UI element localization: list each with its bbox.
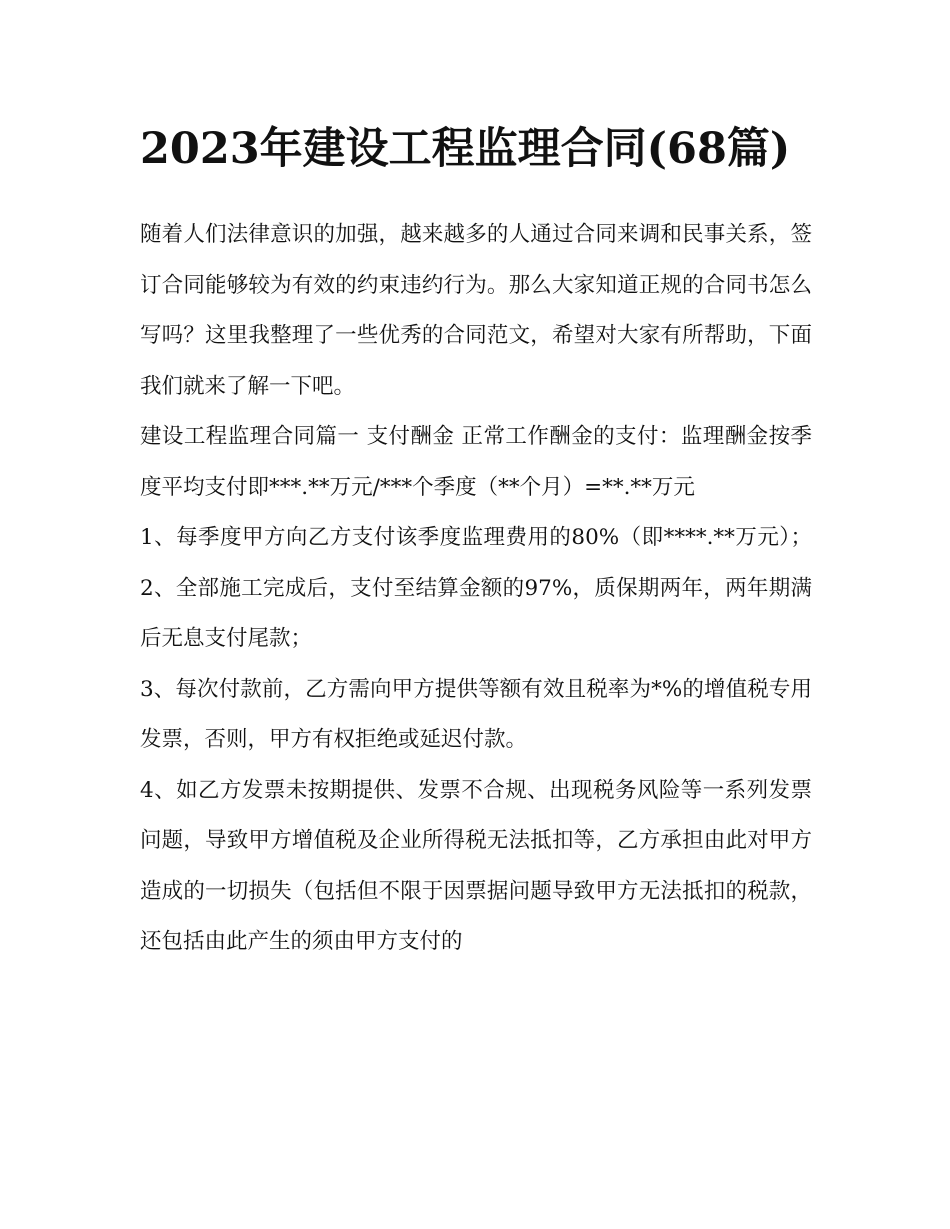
document-page <box>140 112 812 968</box>
clause-4-paragraph: 4、如乙方发票未按期提供、发票不合规、出现税务风险等一系列发票问题，导致甲方增值税及企业所得税无法抵扣等，乙方承担由此对甲方造成的一切损失（包括但不限于因票据问题导致甲方无法抵扣的税款，还包括由此产生的须由甲方支付的 <box>140 777 812 954</box>
clause-1-2-paragraph: 1、每季度甲方向乙方支付该季度监理费用的80%（即****.**万元）； 2、全部施工完成后，支付至结算金额的97%，质保期两年，两年期满后无息支付尾款； <box>140 525 812 651</box>
contract-payment-paragraph: 建设工程监理合同篇一 支付酬金 正常工作酬金的支付：监理酬金按季度平均支付即***.**万元/***个季度（**个月）=**.**万元 <box>140 424 812 500</box>
intro-paragraph: 随着人们法律意识的加强，越来越多的人通过合同来调和民事关系，签订合同能够较为有效的约束违约行为。那么大家知道正规的合同书怎么写吗？这里我整理了一些优秀的合同范文，希望对大家有所帮助，下面我们就来了解一下吧。 <box>140 222 812 399</box>
clause-3-paragraph: 3、每次付款前，乙方需向甲方提供等额有效且税率为*%的增值税专用发票，否则，甲方有权拒绝或延迟付款。 <box>140 676 812 752</box>
document-title: 2023年建设工程监理合同(68篇) <box>140 124 791 174</box>
